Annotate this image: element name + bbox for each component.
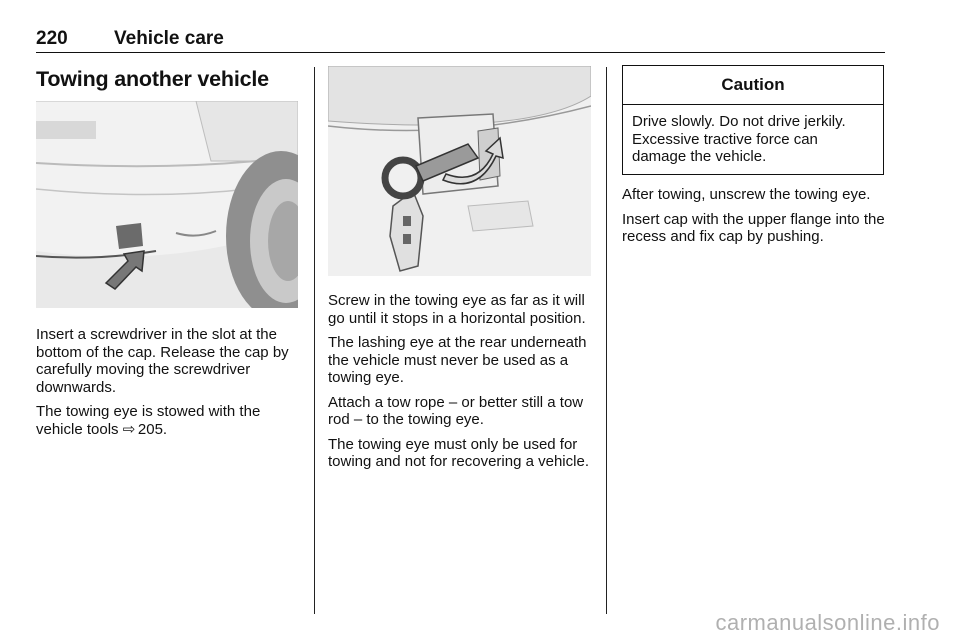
column1-paragraph-xref: The towing eye is stowed with the vehicle tools ⇨ 205. xyxy=(36,403,261,438)
arrow-ref-icon[interactable]: ⇨ xyxy=(122,420,136,438)
column2-text xyxy=(328,292,596,478)
column2-paragraph: Attach a tow rope – or better still a tow rod – to the towing eye. xyxy=(328,393,584,428)
column-divider-2 xyxy=(606,67,607,614)
xref-page[interactable]: 205. xyxy=(137,420,168,438)
watermark: carmanualsonline.info xyxy=(715,610,940,635)
caution-box xyxy=(622,65,884,175)
caution-title: Caution xyxy=(623,66,883,105)
towing-eye-illustration xyxy=(328,66,591,276)
page-number: 220 xyxy=(36,28,68,49)
column1-paragraph: Insert a screwdriver in the slot at the bottom of the cap. Release the cap by carefully moving the screwdriver downwards. xyxy=(36,326,289,396)
column-divider-1 xyxy=(314,67,315,614)
column2-paragraph: Screw in the towing eye as far as it will go until it stops in a horizontal position. xyxy=(328,292,586,327)
running-title: Vehicle care xyxy=(114,28,224,49)
column3-text xyxy=(622,186,890,253)
column3-paragraph: After towing, unscrew the towing eye. xyxy=(622,186,871,203)
caution-text: Drive slowly. Do not drive jerkily. Excessive tractive force can damage the vehicle. xyxy=(632,113,846,165)
column3-paragraph: Insert cap with the upper flange into the recess and fix cap by pushing. xyxy=(622,210,885,245)
bumper-cap-illustration xyxy=(36,101,298,308)
section-title: Towing another vehicle xyxy=(36,67,269,91)
page-header xyxy=(36,26,885,53)
column2-paragraph: The lashing eye at the rear underneath the vehicle must never be used as a towing eye. xyxy=(328,334,587,386)
column2-paragraph: The towing eye must only be used for towing and not for recovering a vehicle. xyxy=(328,435,589,470)
column1-text xyxy=(36,326,302,445)
